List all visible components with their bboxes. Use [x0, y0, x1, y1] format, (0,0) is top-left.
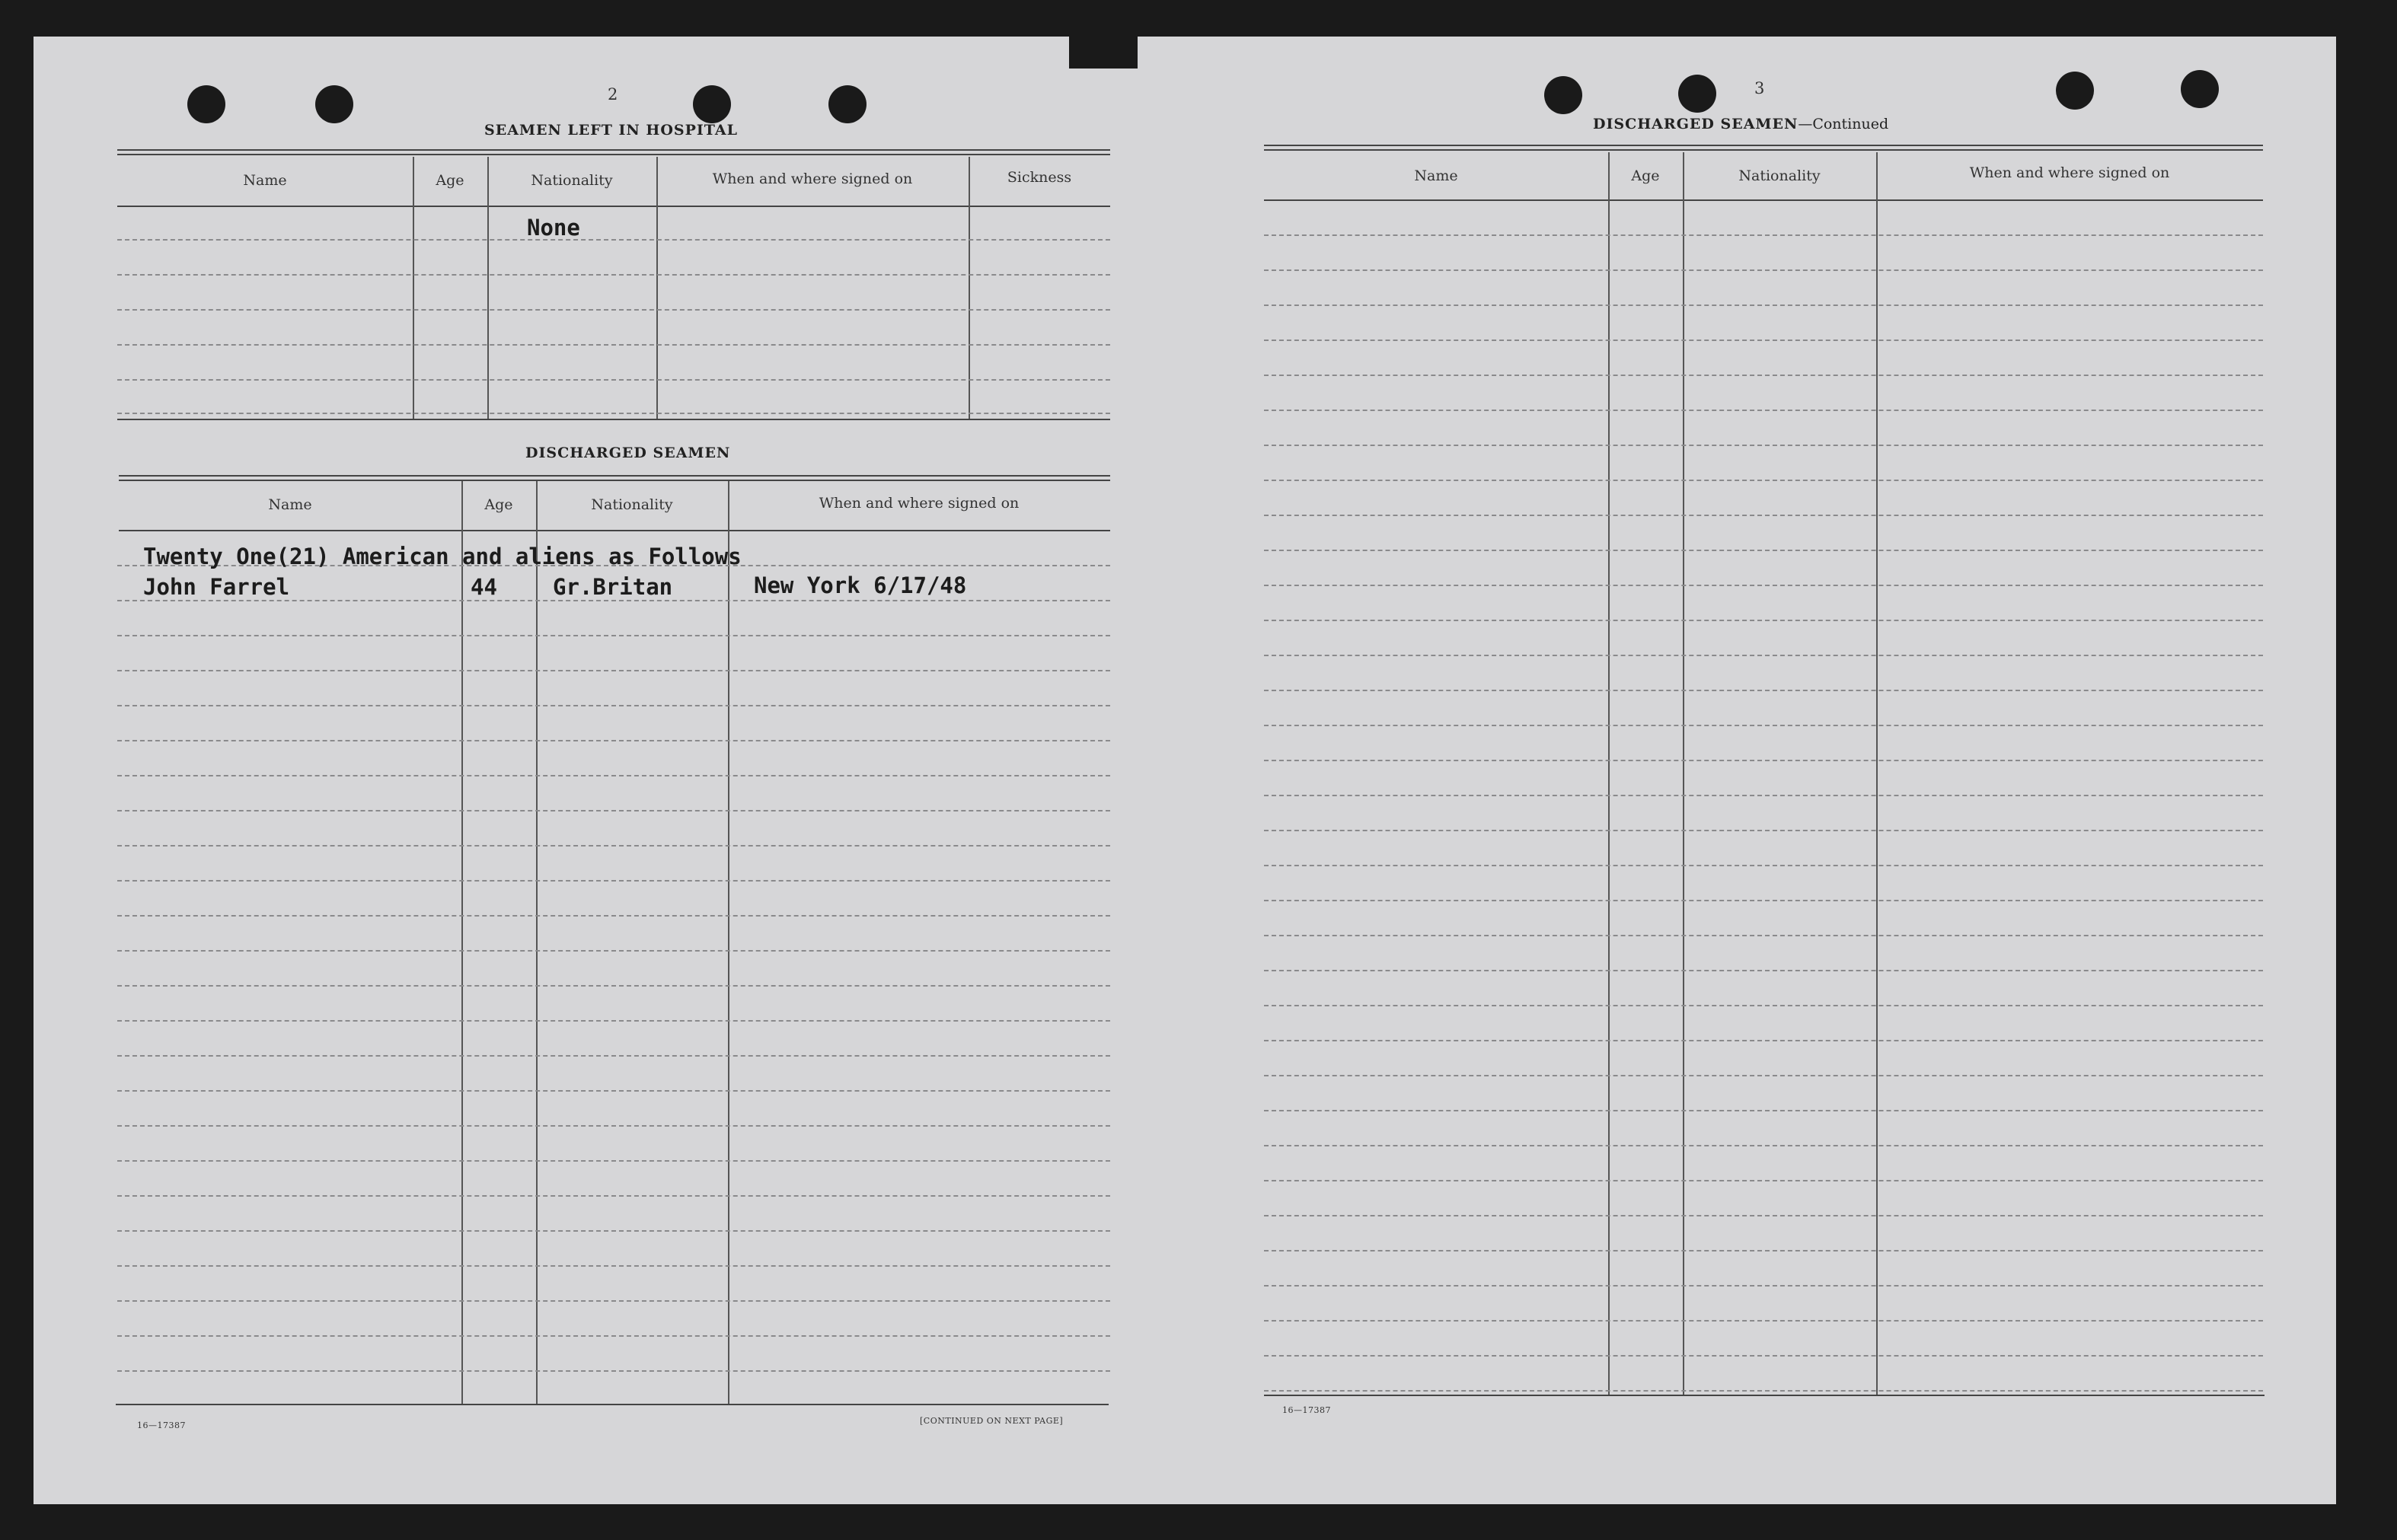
ruled-line [1264, 1040, 2263, 1041]
ruled-line [117, 740, 1110, 741]
discharged-row-signed-on: New York 6/17/48 [754, 572, 967, 598]
discharged-col-nationality: Nationality [591, 496, 673, 513]
right-title-suffix: —Continued [1798, 116, 1889, 132]
ruled-line [1264, 480, 2263, 481]
discharged-row-age: 44 [471, 574, 497, 600]
hospital-section-title: SEAMEN LEFT IN HOSPITAL [484, 122, 738, 139]
right-col-signed-on: When and where signed on [1969, 164, 2170, 181]
hospital-col-name: Name [243, 172, 287, 189]
ruled-line [117, 1265, 1110, 1267]
ruled-line [117, 705, 1110, 706]
ruled-line [1264, 1110, 2263, 1111]
ruled-line [1264, 585, 2263, 586]
page-number-left: 2 [608, 85, 618, 104]
hospital-col-age: Age [436, 172, 464, 189]
ruled-line [1264, 970, 2263, 971]
ruled-line [117, 810, 1110, 811]
ruled-line [117, 985, 1110, 987]
ruled-line [1264, 900, 2263, 901]
ruled-line [1264, 340, 2263, 341]
ruled-line [1264, 515, 2263, 516]
discharged-col-signed-on: When and where signed on [819, 495, 1020, 512]
ruled-line [1264, 1145, 2263, 1146]
punch-hole [1678, 75, 1716, 113]
ruled-line [1264, 830, 2263, 831]
ruled-line [1264, 375, 2263, 376]
ruled-line [117, 1300, 1110, 1302]
punch-hole [2056, 72, 2094, 110]
right-table-top-rule [1264, 145, 2263, 151]
right-col-nationality: Nationality [1738, 167, 1821, 184]
ruled-line [1264, 1215, 2263, 1216]
ruled-line [117, 670, 1110, 671]
continued-note: [CONTINUED ON NEXT PAGE] [920, 1416, 1064, 1426]
hospital-col-signed-on: When and where signed on [712, 171, 913, 187]
right-col-name: Name [1414, 167, 1458, 184]
ruled-line [1264, 304, 2263, 306]
ruled-line [1264, 234, 2263, 236]
ruled-line [117, 1230, 1110, 1232]
ruled-line [117, 1195, 1110, 1197]
punch-hole [187, 85, 225, 123]
discharged-table-top-rule [119, 475, 1110, 481]
ruled-line [1264, 760, 2263, 761]
discharged-row-nationality: Gr.Britan [553, 574, 673, 600]
discharged-summary-line: Twenty One(21) American and aliens as Follows [143, 544, 742, 569]
right-section-title [1593, 116, 1888, 132]
discharged-section-title: DISCHARGED SEAMEN [525, 445, 731, 461]
ruled-line [117, 1370, 1110, 1372]
hospital-table-top-rule [117, 149, 1110, 155]
hospital-col-sickness: Sickness [1007, 169, 1072, 186]
punch-hole [693, 85, 731, 123]
ruled-line [117, 845, 1110, 847]
ruled-line [1264, 620, 2263, 621]
ruled-line [1264, 1250, 2263, 1251]
ruled-line [117, 1020, 1110, 1022]
ruled-line [117, 950, 1110, 952]
ruled-line [1264, 865, 2263, 866]
ruled-line [1264, 690, 2263, 691]
page-number-right: 3 [1754, 79, 1765, 97]
ruled-line [117, 1125, 1110, 1127]
punch-hole [1544, 76, 1582, 114]
ruled-line [1264, 1180, 2263, 1181]
torn-notch [1069, 37, 1138, 69]
ruled-line [117, 915, 1110, 917]
ruled-line [1264, 550, 2263, 551]
punch-hole [2181, 70, 2219, 108]
ruled-line [117, 775, 1110, 776]
ruled-line [1264, 655, 2263, 656]
ruled-line [1264, 935, 2263, 936]
form-number-right: 16—17387 [1282, 1405, 1331, 1415]
ruled-line [117, 1335, 1110, 1337]
ruled-line [1264, 1005, 2263, 1006]
ruled-line [117, 1055, 1110, 1057]
ruled-line [1264, 1075, 2263, 1076]
discharged-row-name: John Farrel [143, 574, 290, 600]
right-title-main: DISCHARGED SEAMEN [1593, 116, 1799, 132]
right-col-age: Age [1631, 167, 1660, 184]
ruled-line [1264, 795, 2263, 796]
ruled-line [1264, 1285, 2263, 1287]
ruled-line [1264, 269, 2263, 271]
ruled-line [1264, 410, 2263, 411]
ruled-line [1264, 1355, 2263, 1357]
ruled-line [1264, 445, 2263, 446]
ruled-line [117, 1090, 1110, 1092]
ruled-line [117, 880, 1110, 882]
discharged-col-age: Age [484, 496, 513, 513]
ruled-line [117, 635, 1110, 636]
form-number-left: 16—17387 [137, 1420, 186, 1430]
ruled-line [117, 600, 1110, 601]
punch-hole [315, 85, 353, 123]
discharged-col-name: Name [268, 496, 312, 513]
punch-hole [828, 85, 867, 123]
ruled-line [1264, 725, 2263, 726]
ruled-line [1264, 1390, 2263, 1392]
hospital-entry-none: None [527, 215, 580, 241]
document-sheet [34, 37, 2336, 1504]
ruled-line [1264, 1320, 2263, 1322]
ruled-line [117, 1160, 1110, 1162]
hospital-col-nationality: Nationality [531, 172, 613, 189]
